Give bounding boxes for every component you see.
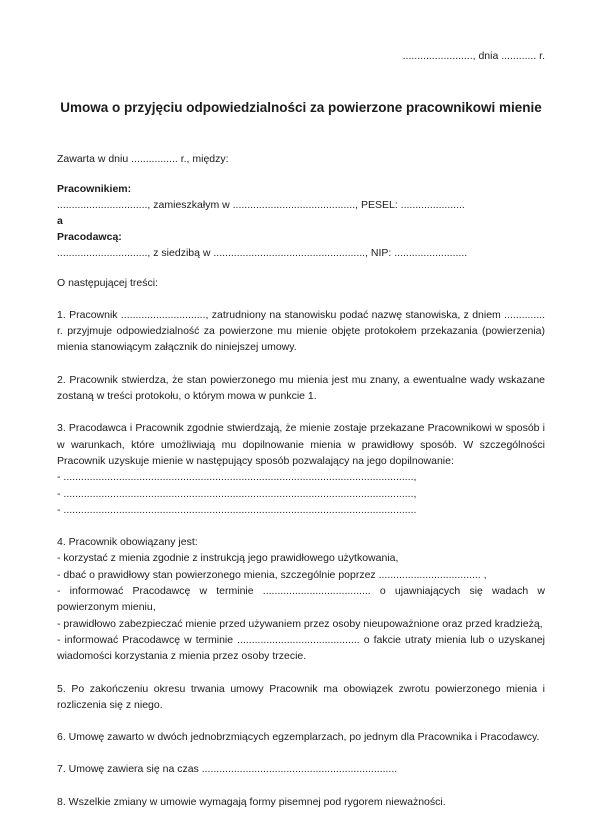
document-title: Umowa o przyjęciu odpowiedzialności za powierzone pracownikowi mienie [60,100,542,116]
parties-conjunction: a [57,214,63,227]
clause-8: 8. Wszelkie zmiany w umowie wymagają formy pisemnej pod rygorem nieważności. [57,795,446,808]
clause-5: 5. Po zakończeniu okresu trwania umowy Pracownik ma obowiązek zwrotu powierzonego mienia i rozliczenia się z niego. [57,682,545,711]
clause-4-text: 4. Pracownik obowiązany jest: [57,536,198,549]
employee-label: Pracownikiem: [57,182,132,195]
clause-7: 7. Umowę zawiera się na czas ................................................................... [57,763,398,776]
content-intro-line: O następującej treści: [57,276,158,289]
clause-3-fill-line: - ......................................................................................................................... [57,503,417,516]
clause-1: 1. Pracownik ............................., zatrudniony na stanowisku podać nazwę stanowiska, z dniem .............. r. przyjmuje odpowiedzialność za powierzone mu mienie objęte protokołem przekazania (powierzenia) mienia stanowiącym załącznik do niniejszej umowy. [57,308,545,354]
clause-3-fill-line: - ........................................................................................................................, [57,471,417,484]
clause-4-item: - korzystać z mienia zgodnie z instrukcją jego prawidłowego użytkowania, [57,552,399,565]
employee-details-line: ..............................., zamieszkałym w .........................................., PESEL: ...................... [57,198,465,211]
clause-4-item: - informować Pracodawcę w terminie ..................................... o ujawniających się wadach w powierzonym mieniu, [57,585,545,614]
clause-4-item: - informować Pracodawcę w terminie .......................................... o fakcie utraty mienia lub o uzyskanej wiadomości korzystania z mienia przez osoby trzecie. [57,633,545,663]
clause-2: 2. Pracownik stwierdza, że stan powierzonego mu mienia jest mu znany, a ewentualne wady wskazane zostaną w treści protokołu, o którym mowa w punkcie 1. [57,373,545,403]
clause-4 [57,534,545,664]
clause-4-item: - prawidłowo zabezpieczać mienie przed używaniem przez osoby nieupoważnione oraz przed kradzieżą, [57,617,543,630]
intro-line: Zawarta w dniu ................ r., między: [57,153,229,166]
employer-details-line: ..............................., z siedzibą w ...................................................., NIP: ......................... [57,246,468,259]
employer-label: Pracodawcą: [57,230,122,243]
clause-6: 6. Umowę zawarto w dwóch jednobrzmiących egzemplarzach, po jednym dla Pracownika i Pracodawcy. [57,731,540,744]
clause-3-text: 3. Pracodawca i Pracownik zgodnie stwierdzają, że mienie zostaje przekazane Pracownikowi w sposób i w warunkach, które umożliwiają mu dopilnowanie mienia w prawidłowy sposób. W szczególności Pracownik uzyskuje mienie w następujący sposób pozwalający na jego dopilnowanie: [57,422,545,467]
date-place-line: ........................, dnia ............ r. [402,50,545,62]
clause-4-item: - dbać o prawidłowy stan powierzonego mienia, szczególnie poprzez ................................... , [57,568,487,581]
parties-section [57,181,545,261]
clause-3 [57,420,545,518]
clause-3-fill-line: - ........................................................................................................................, [57,487,417,500]
